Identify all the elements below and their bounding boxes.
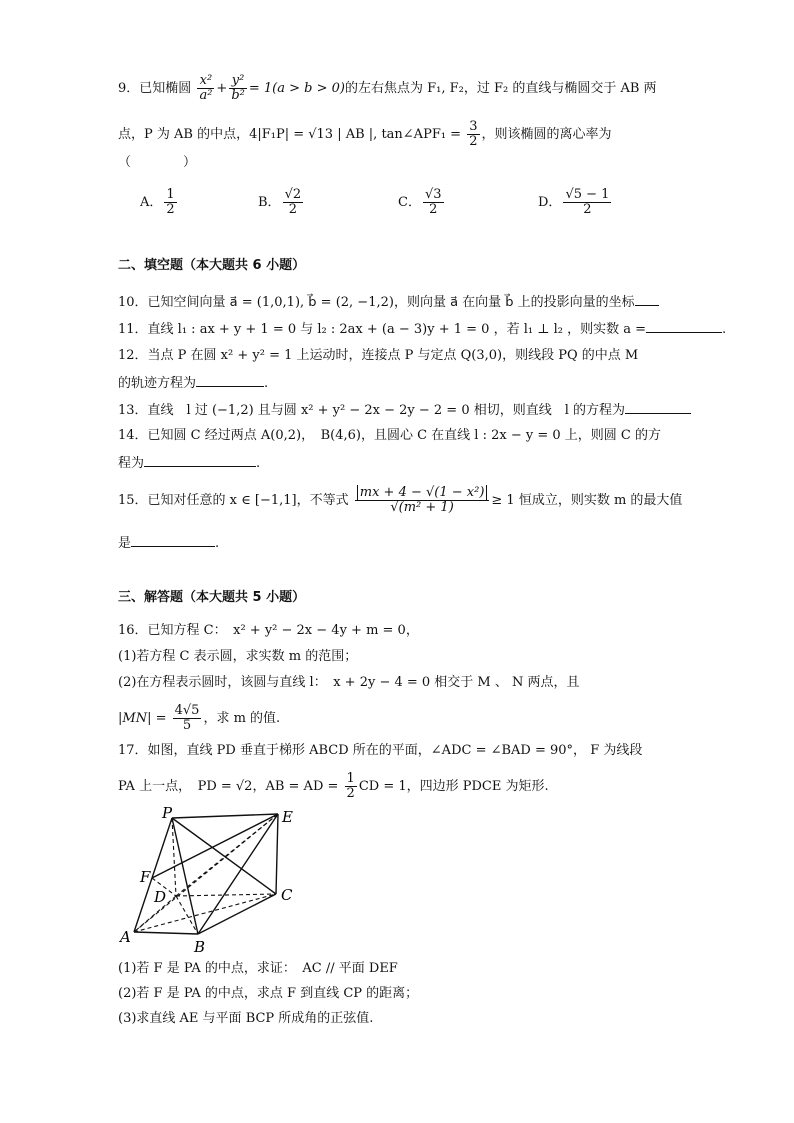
q10 bbox=[118, 293, 659, 312]
q13 bbox=[118, 401, 691, 420]
q13-text: 13．直线 l 过 (−1,2) 且与圆 x² + y² − 2x − 2y − 2 = 0 相切，则直线 l 的方程为 bbox=[118, 403, 626, 418]
q11 bbox=[118, 320, 726, 339]
edge-PC bbox=[172, 818, 276, 894]
fraction bbox=[197, 74, 214, 103]
q9-text: 点，P 为 AB 的中点，4|F₁P| = √13 | AB |, tan∠APF₁ = bbox=[118, 127, 462, 142]
denominator: b² bbox=[231, 88, 245, 103]
q17-part1: (1)若 F 是 PA 的中点，求证： AC // 平面 DEF bbox=[118, 961, 398, 976]
q17-part3: (3)求直线 AE 与平面 BCP 所成角的正弦值. bbox=[118, 1011, 374, 1026]
denominator: 2 bbox=[288, 202, 297, 217]
edge-PB bbox=[172, 818, 198, 934]
denominator: 2 bbox=[469, 134, 478, 149]
q15-text: 15．已知对任意的 x ∈ [−1,1]，不等式 bbox=[118, 493, 349, 508]
plus-sign: + bbox=[216, 81, 228, 96]
period: . bbox=[264, 376, 269, 391]
label-P: P bbox=[162, 806, 173, 822]
answer-blank bbox=[196, 374, 264, 387]
numerator: √3 bbox=[424, 187, 442, 202]
q17: 17．如图，直线 PD 垂直于梯形 ABCD 所在的平面，∠ADC = ∠BAD = 90°， F 为线段 bbox=[118, 743, 643, 758]
q16-part2-cont bbox=[118, 704, 280, 733]
q14 bbox=[118, 427, 661, 445]
q14-cont bbox=[118, 454, 260, 473]
q9-text: 的左右焦点为 F₁, F₂，过 F₂ 的直线与椭圆交于 AB 两 bbox=[344, 81, 657, 96]
denominator: 2 bbox=[346, 786, 355, 801]
answer-blank bbox=[635, 293, 659, 306]
fraction bbox=[467, 120, 479, 149]
option-b bbox=[258, 188, 305, 217]
geometry-figure bbox=[110, 806, 310, 956]
edge-EC bbox=[276, 814, 278, 894]
answer-blank bbox=[646, 320, 722, 333]
q11-text: 11．直线 l₁ : ax + y + 1 = 0 与 l₂ : 2ax + (a − 3)y + 1 = 0 ，若 l₁ ⊥ l₂ ，则实数 a = bbox=[118, 322, 646, 337]
numerator: 4√5 bbox=[174, 703, 200, 718]
q16-part2: (2)在方程表示圆时，该圆与直线 l： x + 2y − 4 = 0 相交于 M 、 N 两点，且 bbox=[118, 675, 580, 690]
label-A: A bbox=[120, 928, 131, 946]
fraction bbox=[164, 188, 176, 217]
numerator: √2 bbox=[284, 187, 302, 202]
edge-AE bbox=[134, 814, 278, 932]
denominator: 2 bbox=[429, 202, 438, 217]
answer-paren: （ ） bbox=[118, 155, 197, 170]
q15 bbox=[118, 486, 682, 515]
numerator bbox=[355, 486, 490, 501]
option-label: D． bbox=[538, 195, 562, 210]
fraction bbox=[229, 74, 247, 103]
q15-cont bbox=[118, 534, 219, 553]
fraction bbox=[423, 188, 444, 217]
fraction bbox=[355, 486, 490, 515]
option-label: A． bbox=[140, 195, 163, 210]
edge-DB bbox=[176, 896, 198, 934]
fraction bbox=[345, 772, 357, 801]
q15-text: ≥ 1 恒成立，则实数 m 的最大值 bbox=[491, 493, 683, 508]
option-c bbox=[398, 188, 446, 217]
numerator: √5 − 1 bbox=[565, 187, 610, 202]
q12-text: 的轨迹方程为 bbox=[118, 376, 197, 391]
edge-AB bbox=[134, 932, 198, 934]
q16: 16．已知方程 C： x² + y² − 2x − 4y + m = 0， bbox=[118, 623, 419, 638]
q17-text: CD = 1，四边形 PDCE 为矩形. bbox=[358, 779, 549, 794]
section-heading-fill-in: 二、填空题（本大题共 6 小题） bbox=[118, 258, 306, 273]
numerator: 1 bbox=[166, 187, 175, 202]
answer-blank bbox=[625, 401, 691, 414]
denominator: 5 bbox=[182, 718, 192, 733]
numerator: x² bbox=[197, 74, 214, 89]
edge-DC bbox=[176, 894, 276, 896]
numerator: 3 bbox=[469, 119, 478, 134]
option-label: B． bbox=[258, 195, 281, 210]
q15-text: 是 bbox=[118, 536, 132, 551]
label-F: F bbox=[140, 868, 151, 886]
denominator: 2 bbox=[166, 202, 175, 217]
edge-FE bbox=[152, 814, 278, 878]
edge-PE bbox=[172, 814, 278, 818]
q12-cont bbox=[118, 374, 268, 393]
option-d bbox=[538, 188, 613, 217]
label-D: D bbox=[154, 888, 167, 906]
q17-cont bbox=[118, 772, 549, 801]
absolute-value: mx + 4 − √(1 − x²) bbox=[357, 485, 488, 500]
edge-EB bbox=[198, 814, 278, 934]
q14-text: 程为 bbox=[118, 456, 145, 471]
denominator: 2 bbox=[583, 202, 592, 217]
q14-text: 14．已知圆 C 经过两点 A(0,2)， B(4,6)，且圆心 C 在直线 l : 2x − y = 0 上，则圆 C 的方 bbox=[118, 428, 661, 443]
q17-part2: (2)若 F 是 PA 的中点，求点 F 到直线 CP 的距离； bbox=[118, 986, 419, 1001]
q9-line2 bbox=[118, 120, 612, 149]
numerator: y² bbox=[229, 74, 247, 89]
period: . bbox=[721, 322, 727, 337]
numerator: 1 bbox=[346, 771, 355, 786]
period: . bbox=[256, 456, 261, 471]
q12-text: 12．当点 P 在圆 x² + y² = 1 上运动时，连接点 P 与定点 Q(3,0)，则线段 PQ 的中点 M bbox=[118, 348, 639, 363]
label-B: B bbox=[194, 938, 206, 956]
label-C: C bbox=[281, 886, 293, 904]
option-a bbox=[140, 188, 179, 217]
section-heading-solutions: 三、解答题（本大题共 5 小题） bbox=[118, 590, 306, 605]
q9-text: ，则该椭圆的离心率为 bbox=[481, 127, 612, 142]
answer-blank bbox=[144, 454, 256, 467]
denominator: a² bbox=[199, 88, 213, 103]
q10-text: 10．已知空间向量 a⃗ = (1,0,1), b⃗ = (2, −1,2)，则向量 a⃗ 在向量 b⃗ 上的投影向量的坐标 bbox=[118, 295, 635, 310]
q16-text: |MN| = bbox=[118, 711, 167, 726]
q9-number: 9． bbox=[118, 81, 140, 96]
equation-condition: = 1(a > b > 0) bbox=[248, 81, 345, 96]
fraction bbox=[283, 188, 304, 217]
denominator: √(m² + 1) bbox=[390, 500, 454, 515]
label-E: E bbox=[282, 808, 293, 826]
q16-text: ，求 m 的值. bbox=[203, 711, 281, 726]
q12 bbox=[118, 347, 638, 365]
q17-text: PA 上一点， PD = √2，AB = AD = bbox=[118, 779, 339, 794]
period: . bbox=[215, 536, 220, 551]
q9-line1 bbox=[118, 74, 657, 103]
answer-blank bbox=[131, 534, 215, 547]
q9-text: 已知椭圆 bbox=[139, 81, 192, 96]
q16-part1: (1)若方程 C 表示圆，求实数 m 的范围； bbox=[118, 649, 358, 664]
fraction bbox=[173, 704, 202, 733]
option-label: C． bbox=[398, 195, 421, 210]
edge-BC bbox=[198, 894, 276, 934]
fraction bbox=[563, 188, 611, 217]
